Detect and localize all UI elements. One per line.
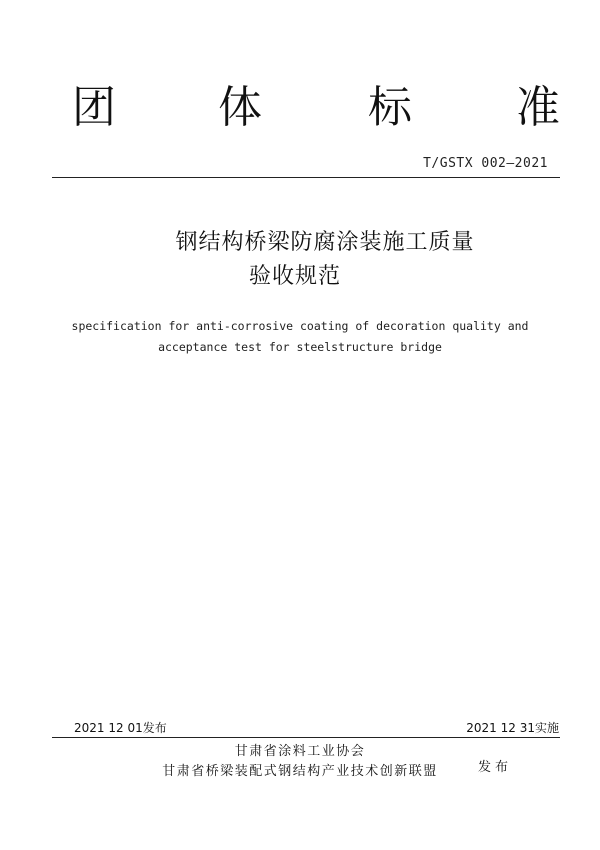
publish-label: 发布	[478, 760, 513, 775]
standard-number: T/GSTX 002—2021	[423, 156, 548, 171]
publisher-2: 甘肃省桥梁装配式钢结构产业技术创新联盟	[162, 764, 438, 779]
header-char-4: 准	[516, 82, 560, 133]
english-title-line-2: acceptance test for steelstructure bridge	[158, 340, 442, 354]
footer-divider	[52, 737, 560, 738]
chinese-title	[0, 226, 600, 294]
header-divider	[52, 177, 560, 178]
header-char-2: 体	[218, 82, 262, 133]
implementation-date: 2021 12 31实施	[466, 721, 559, 735]
chinese-title-line-1: 钢结构桥梁防腐涂装施工质量	[175, 230, 475, 255]
header-char-3: 标	[368, 82, 412, 133]
publisher-1: 甘肃省涂料工业协会	[234, 744, 366, 759]
chinese-title-line-2: 验收规范	[248, 264, 341, 289]
publisher-list	[120, 742, 480, 782]
document-type-title	[0, 78, 600, 138]
english-title-line-1: specification for anti-corrosive coating of decoration quality and	[71, 319, 529, 333]
publish-date: 2021 12 01发布	[74, 721, 167, 735]
english-title	[0, 316, 600, 358]
header-char-1: 团	[72, 82, 116, 133]
